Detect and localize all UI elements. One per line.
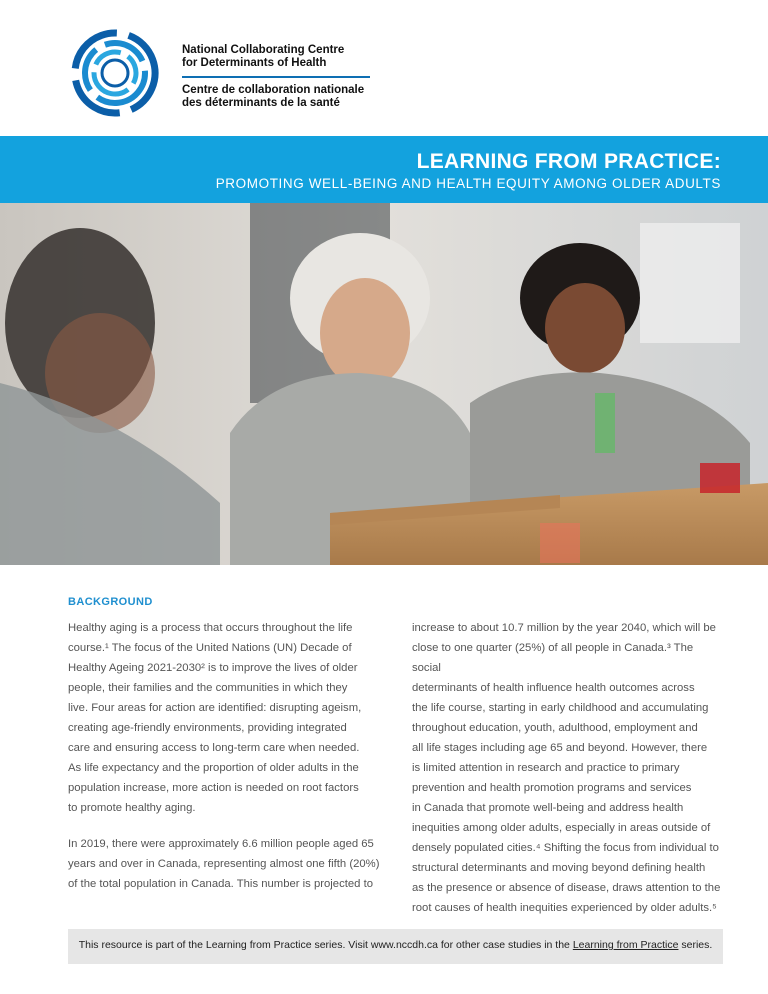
text-line: structural determinants and moving beyond defining health — [412, 862, 706, 874]
text-line: live. Four areas for action are identified: disrupting ageism, — [68, 702, 362, 714]
text-line: Healthy aging is a process that occurs throughout the life — [68, 622, 353, 634]
title-banner — [0, 136, 768, 203]
org-name-english — [182, 44, 370, 78]
text-column-left — [68, 618, 380, 910]
text-line: as the presence or absence of disease, draws attention to the — [412, 882, 721, 894]
text-line: increase to about 10.7 million by the year 2040, which will be — [412, 622, 716, 634]
text-line: inequities among older adults, especially in areas outside of — [412, 822, 711, 834]
learning-from-practice-link[interactable]: Learning from Practice — [572, 939, 679, 951]
org-name-fr-line2: des déterminants de la santé — [182, 97, 340, 109]
org-name-french — [182, 78, 370, 110]
footer-text-after: series. — [678, 939, 713, 951]
organization-name — [182, 44, 370, 110]
text-line: root causes of health inequities experienced by older adults.⁵ — [412, 902, 717, 914]
page-title: LEARNING FROM PRACTICE: — [416, 150, 721, 173]
text-line: to promote healthy aging. — [68, 802, 196, 814]
header — [0, 0, 768, 136]
text-line: the life course, starting in early childhood and accumulating — [412, 702, 709, 714]
text-line: care and ensuring access to long-term care when needed. — [68, 742, 360, 754]
text-line: prevention and health promotion programs and services — [412, 782, 692, 794]
page-subtitle: PROMOTING WELL-BEING AND HEALTH EQUITY AMONG OLDER ADULTS — [215, 176, 721, 191]
org-name-en-line2: for Determinants of Health — [182, 57, 327, 69]
org-name-en-line1: National Collaborating Centre — [182, 44, 345, 56]
text-line: is limited attention in research and practice to primary — [412, 762, 680, 774]
text-line: As life expectancy and the proportion of older adults in the — [68, 762, 359, 774]
nccdh-logo-icon — [70, 28, 160, 118]
text-line: throughout education, youth, adulthood, employment and — [412, 722, 698, 734]
text-line: of the total population in Canada. This number is projected to — [68, 878, 373, 890]
hero-photo — [0, 203, 768, 565]
text-line: In 2019, there were approximately 6.6 million people aged 65 — [68, 838, 374, 850]
paragraph — [68, 834, 380, 894]
text-line: close to one quarter (25%) of all people in Canada.³ The social — [412, 642, 694, 674]
text-line: population increase, more action is needed on root factors — [68, 782, 359, 794]
text-line: years and over in Canada, representing almost one fifth (20%) — [68, 858, 380, 870]
paragraph — [412, 618, 724, 918]
text-column-right — [412, 618, 724, 934]
paragraph — [68, 618, 380, 818]
footer-note — [68, 929, 723, 964]
text-line: densely populated cities.⁴ Shifting the focus from individual to — [412, 842, 719, 854]
text-line: in Canada that promote well-being and address health — [412, 802, 684, 814]
footer-text-before: This resource is part of the Learning from Practice series. Visit www.nccdh.ca for other case studies in the — [78, 939, 573, 951]
text-line: creating age-friendly environments, providing integrated — [68, 722, 347, 734]
text-line: course.¹ The focus of the United Nations (UN) Decade of — [68, 642, 352, 654]
volunteers-photo-illustration — [0, 203, 768, 565]
text-line: all life stages including age 65 and beyond. However, there — [412, 742, 708, 754]
footer-text — [68, 939, 723, 951]
text-line: Healthy Ageing 2021-2030² is to improve the lives of older — [68, 662, 358, 674]
text-line: people, their families and the communities in which they — [68, 682, 348, 694]
org-name-fr-line1: Centre de collaboration nationale — [182, 84, 365, 96]
text-line: determinants of health influence health outcomes across — [412, 682, 695, 694]
section-heading-background: BACKGROUND — [68, 596, 153, 608]
